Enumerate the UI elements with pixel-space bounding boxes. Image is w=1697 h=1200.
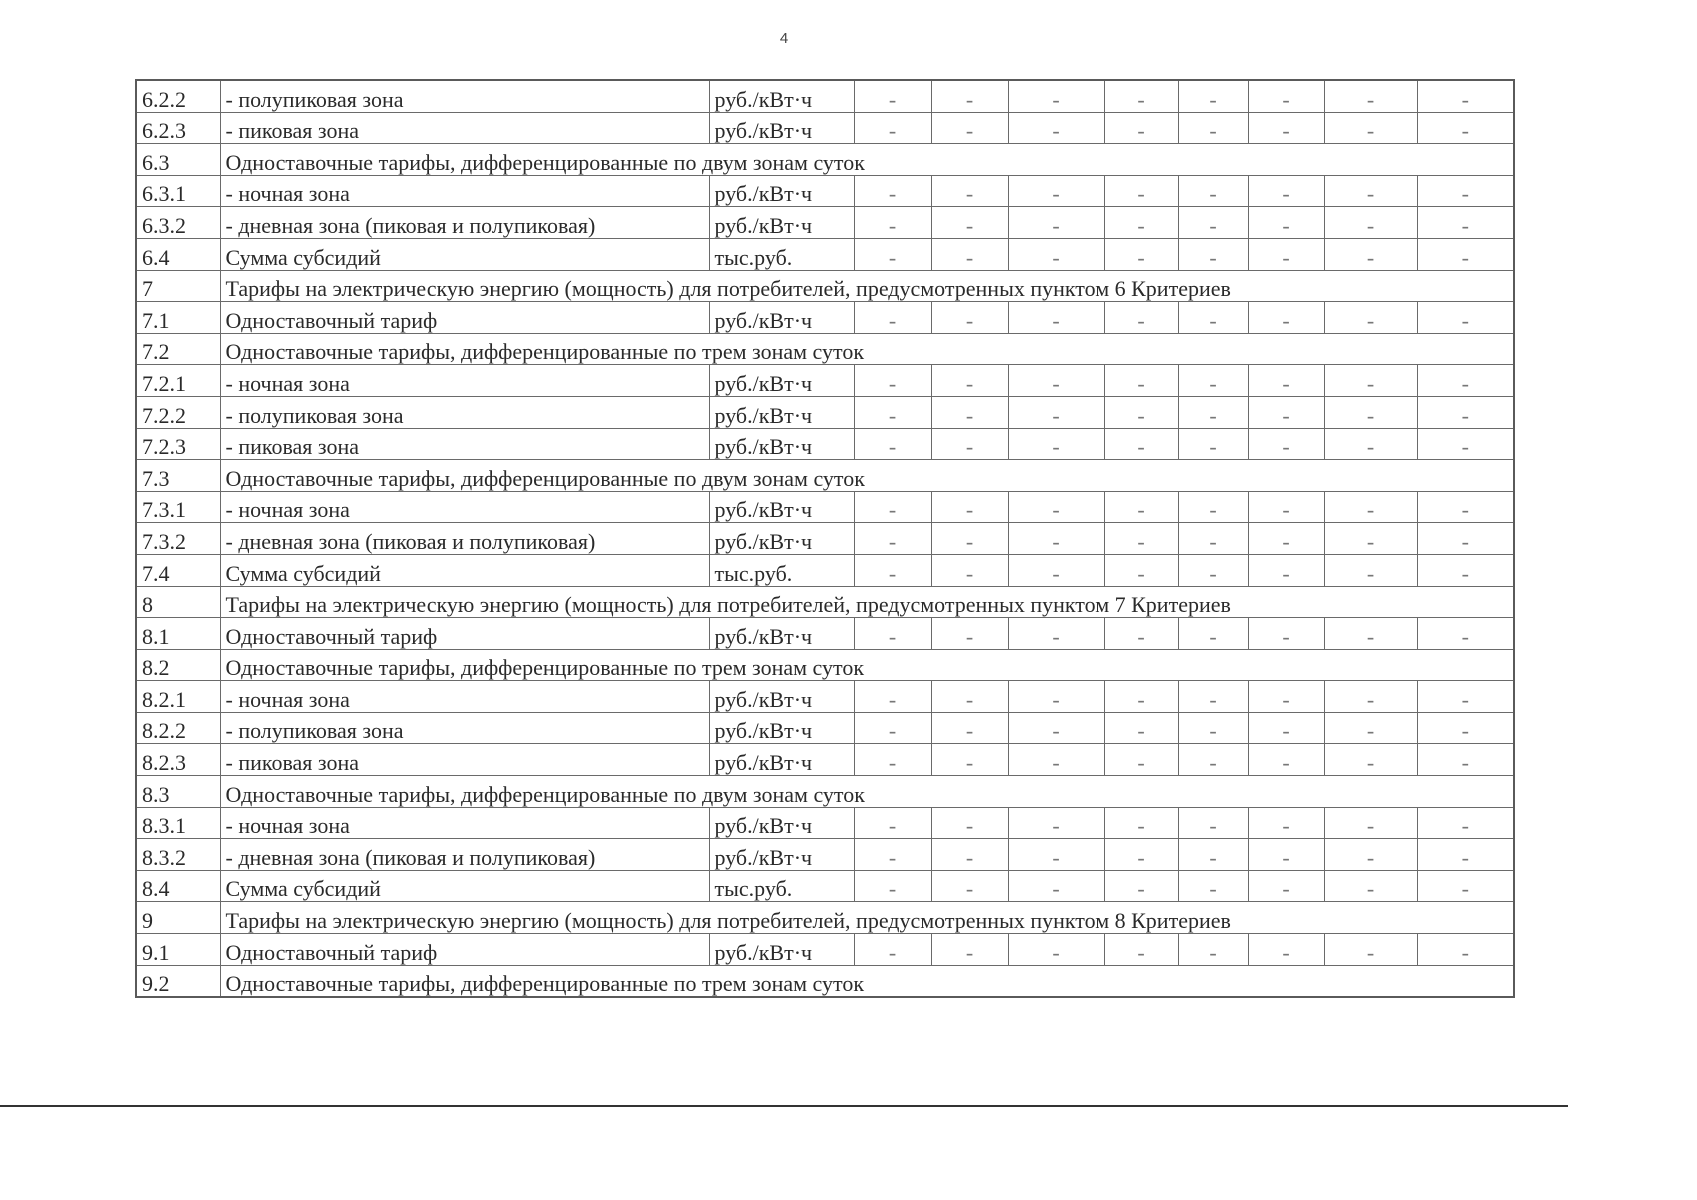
value-cell: - <box>931 175 1008 207</box>
table-row <box>136 807 1514 839</box>
section-title-cell: Одноставочные тарифы, дифференцированные по двум зонам суток <box>220 776 1514 808</box>
value-cell: - <box>1248 554 1324 586</box>
value-cell: - <box>854 554 931 586</box>
page-bottom-rule <box>0 1105 1568 1107</box>
value-cell: - <box>1324 934 1417 966</box>
value-cell: - <box>1178 807 1248 839</box>
row-number-cell: 8.2.2 <box>136 712 220 744</box>
value-cell: - <box>931 523 1008 555</box>
value-cell: - <box>931 807 1008 839</box>
value-cell: - <box>1178 428 1248 460</box>
value-cell: - <box>931 207 1008 239</box>
section-row <box>136 144 1514 176</box>
row-number-cell: 9 <box>136 902 220 934</box>
indicator-name-cell: - ночная зона <box>220 175 709 207</box>
value-cell: - <box>1104 934 1178 966</box>
unit-cell: руб./кВт·ч <box>709 712 854 744</box>
unit-cell: тыс.руб. <box>709 238 854 270</box>
unit-cell: руб./кВт·ч <box>709 807 854 839</box>
value-cell: - <box>1104 302 1178 334</box>
table-row <box>136 839 1514 871</box>
value-cell: - <box>854 365 931 397</box>
value-cell: - <box>1324 839 1417 871</box>
table-row <box>136 238 1514 270</box>
value-cell: - <box>1008 396 1104 428</box>
indicator-name-cell: - ночная зона <box>220 681 709 713</box>
unit-cell: руб./кВт·ч <box>709 523 854 555</box>
value-cell: - <box>1324 365 1417 397</box>
unit-cell: руб./кВт·ч <box>709 491 854 523</box>
value-cell: - <box>931 238 1008 270</box>
row-number-cell: 7.4 <box>136 554 220 586</box>
table-row <box>136 302 1514 334</box>
value-cell: - <box>1178 744 1248 776</box>
value-cell: - <box>1104 238 1178 270</box>
indicator-name-cell: - пиковая зона <box>220 428 709 460</box>
row-number-cell: 6.3.1 <box>136 175 220 207</box>
indicator-name-cell: Одноставочный тариф <box>220 618 709 650</box>
section-title-cell: Тарифы на электрическую энергию (мощность) для потребителей, предусмотренных пунктом 7 Критериев <box>220 586 1514 618</box>
value-cell: - <box>1324 80 1417 112</box>
value-cell: - <box>854 870 931 902</box>
value-cell: - <box>1417 175 1514 207</box>
value-cell: - <box>1248 491 1324 523</box>
value-cell: - <box>1178 80 1248 112</box>
value-cell: - <box>1178 365 1248 397</box>
value-cell: - <box>1248 396 1324 428</box>
table-row <box>136 744 1514 776</box>
unit-cell: руб./кВт·ч <box>709 681 854 713</box>
value-cell: - <box>1104 396 1178 428</box>
value-cell: - <box>854 744 931 776</box>
table-row <box>136 112 1514 144</box>
value-cell: - <box>1248 207 1324 239</box>
value-cell: - <box>1178 618 1248 650</box>
value-cell: - <box>1008 839 1104 871</box>
section-row <box>136 776 1514 808</box>
value-cell: - <box>1417 80 1514 112</box>
value-cell: - <box>1324 175 1417 207</box>
value-cell: - <box>1324 744 1417 776</box>
value-cell: - <box>931 396 1008 428</box>
value-cell: - <box>1008 491 1104 523</box>
value-cell: - <box>931 491 1008 523</box>
value-cell: - <box>1008 80 1104 112</box>
unit-cell: руб./кВт·ч <box>709 80 854 112</box>
section-title-cell: Одноставочные тарифы, дифференцированные по трем зонам суток <box>220 333 1514 365</box>
value-cell: - <box>1417 302 1514 334</box>
indicator-name-cell: Одноставочный тариф <box>220 934 709 966</box>
value-cell: - <box>1104 428 1178 460</box>
unit-cell: тыс.руб. <box>709 870 854 902</box>
value-cell: - <box>1104 681 1178 713</box>
unit-cell: руб./кВт·ч <box>709 207 854 239</box>
value-cell: - <box>1008 428 1104 460</box>
value-cell: - <box>1104 618 1178 650</box>
value-cell: - <box>854 712 931 744</box>
indicator-name-cell: - дневная зона (пиковая и полупиковая) <box>220 523 709 555</box>
value-cell: - <box>854 112 931 144</box>
value-cell: - <box>1417 112 1514 144</box>
value-cell: - <box>1324 712 1417 744</box>
value-cell: - <box>1178 302 1248 334</box>
value-cell: - <box>1104 207 1178 239</box>
row-number-cell: 8.1 <box>136 618 220 650</box>
value-cell: - <box>1104 112 1178 144</box>
section-title-cell: Одноставочные тарифы, дифференцированные по двум зонам суток <box>220 460 1514 492</box>
value-cell: - <box>1178 396 1248 428</box>
value-cell: - <box>1104 80 1178 112</box>
row-number-cell: 8.2.3 <box>136 744 220 776</box>
unit-cell: руб./кВт·ч <box>709 175 854 207</box>
value-cell: - <box>931 839 1008 871</box>
value-cell: - <box>931 618 1008 650</box>
value-cell: - <box>1248 365 1324 397</box>
value-cell: - <box>1008 365 1104 397</box>
value-cell: - <box>1324 807 1417 839</box>
indicator-name-cell: - пиковая зона <box>220 744 709 776</box>
value-cell: - <box>1248 238 1324 270</box>
value-cell: - <box>1178 712 1248 744</box>
value-cell: - <box>1248 618 1324 650</box>
value-cell: - <box>1178 207 1248 239</box>
unit-cell: руб./кВт·ч <box>709 428 854 460</box>
value-cell: - <box>1104 523 1178 555</box>
value-cell: - <box>1417 207 1514 239</box>
value-cell: - <box>1324 523 1417 555</box>
value-cell: - <box>1417 428 1514 460</box>
indicator-name-cell: - ночная зона <box>220 365 709 397</box>
table-row <box>136 681 1514 713</box>
indicator-name-cell: Сумма субсидий <box>220 554 709 586</box>
value-cell: - <box>1417 744 1514 776</box>
value-cell: - <box>854 807 931 839</box>
unit-cell: руб./кВт·ч <box>709 744 854 776</box>
value-cell: - <box>1008 112 1104 144</box>
value-cell: - <box>1324 618 1417 650</box>
value-cell: - <box>1417 712 1514 744</box>
table-row <box>136 934 1514 966</box>
section-row <box>136 586 1514 618</box>
table-row <box>136 491 1514 523</box>
unit-cell: руб./кВт·ч <box>709 112 854 144</box>
value-cell: - <box>1248 302 1324 334</box>
row-number-cell: 9.1 <box>136 934 220 966</box>
value-cell: - <box>1008 523 1104 555</box>
value-cell: - <box>931 554 1008 586</box>
value-cell: - <box>1008 744 1104 776</box>
value-cell: - <box>1178 112 1248 144</box>
table-row <box>136 207 1514 239</box>
value-cell: - <box>854 491 931 523</box>
table-row <box>136 428 1514 460</box>
value-cell: - <box>1178 870 1248 902</box>
row-number-cell: 8.3.2 <box>136 839 220 871</box>
value-cell: - <box>1178 934 1248 966</box>
indicator-name-cell: - ночная зона <box>220 807 709 839</box>
table-body <box>136 80 1514 997</box>
indicator-name-cell: - дневная зона (пиковая и полупиковая) <box>220 207 709 239</box>
value-cell: - <box>931 712 1008 744</box>
table-row <box>136 175 1514 207</box>
value-cell: - <box>1417 491 1514 523</box>
value-cell: - <box>1324 396 1417 428</box>
value-cell: - <box>1324 681 1417 713</box>
row-number-cell: 6.3 <box>136 144 220 176</box>
value-cell: - <box>1104 712 1178 744</box>
value-cell: - <box>1008 554 1104 586</box>
indicator-name-cell: - пиковая зона <box>220 112 709 144</box>
value-cell: - <box>854 618 931 650</box>
indicator-name-cell: Одноставочный тариф <box>220 302 709 334</box>
value-cell: - <box>854 80 931 112</box>
value-cell: - <box>931 744 1008 776</box>
value-cell: - <box>1417 618 1514 650</box>
indicator-name-cell: - дневная зона (пиковая и полупиковая) <box>220 839 709 871</box>
value-cell: - <box>1248 807 1324 839</box>
unit-cell: руб./кВт·ч <box>709 396 854 428</box>
indicator-name-cell: - полупиковая зона <box>220 396 709 428</box>
value-cell: - <box>1248 175 1324 207</box>
row-number-cell: 8.3 <box>136 776 220 808</box>
indicator-name-cell: - ночная зона <box>220 491 709 523</box>
value-cell: - <box>1008 870 1104 902</box>
row-number-cell: 7.1 <box>136 302 220 334</box>
value-cell: - <box>1178 175 1248 207</box>
value-cell: - <box>1008 238 1104 270</box>
value-cell: - <box>931 428 1008 460</box>
row-number-cell: 6.4 <box>136 238 220 270</box>
value-cell: - <box>854 175 931 207</box>
value-cell: - <box>1008 618 1104 650</box>
value-cell: - <box>1008 302 1104 334</box>
value-cell: - <box>854 523 931 555</box>
value-cell: - <box>1324 238 1417 270</box>
unit-cell: руб./кВт·ч <box>709 618 854 650</box>
value-cell: - <box>931 302 1008 334</box>
value-cell: - <box>1248 112 1324 144</box>
value-cell: - <box>1417 523 1514 555</box>
table-row <box>136 870 1514 902</box>
value-cell: - <box>1008 712 1104 744</box>
row-number-cell: 6.3.2 <box>136 207 220 239</box>
value-cell: - <box>854 428 931 460</box>
value-cell: - <box>1008 207 1104 239</box>
value-cell: - <box>1178 491 1248 523</box>
table-row <box>136 712 1514 744</box>
section-row <box>136 902 1514 934</box>
table-row <box>136 554 1514 586</box>
row-number-cell: 8.3.1 <box>136 807 220 839</box>
value-cell: - <box>1104 554 1178 586</box>
row-number-cell: 7.2.2 <box>136 396 220 428</box>
value-cell: - <box>1324 870 1417 902</box>
value-cell: - <box>1008 681 1104 713</box>
value-cell: - <box>1248 744 1324 776</box>
value-cell: - <box>1104 807 1178 839</box>
table-row <box>136 80 1514 112</box>
value-cell: - <box>1417 870 1514 902</box>
value-cell: - <box>854 681 931 713</box>
indicator-name-cell: - полупиковая зона <box>220 80 709 112</box>
row-number-cell: 7.3.2 <box>136 523 220 555</box>
row-number-cell: 6.2.2 <box>136 80 220 112</box>
row-number-cell: 8.2 <box>136 649 220 681</box>
value-cell: - <box>1104 365 1178 397</box>
value-cell: - <box>1248 870 1324 902</box>
section-title-cell: Одноставочные тарифы, дифференцированные по трем зонам суток <box>220 649 1514 681</box>
indicator-name-cell: Сумма субсидий <box>220 238 709 270</box>
row-number-cell: 7.2 <box>136 333 220 365</box>
value-cell: - <box>931 870 1008 902</box>
value-cell: - <box>1008 934 1104 966</box>
value-cell: - <box>1324 428 1417 460</box>
unit-cell: руб./кВт·ч <box>709 365 854 397</box>
value-cell: - <box>931 365 1008 397</box>
section-row <box>136 333 1514 365</box>
value-cell: - <box>854 396 931 428</box>
value-cell: - <box>1248 712 1324 744</box>
section-title-cell: Одноставочные тарифы, дифференцированные по двум зонам суток <box>220 144 1514 176</box>
unit-cell: руб./кВт·ч <box>709 302 854 334</box>
row-number-cell: 7.3 <box>136 460 220 492</box>
value-cell: - <box>1178 554 1248 586</box>
row-number-cell: 8 <box>136 586 220 618</box>
row-number-cell: 9.2 <box>136 965 220 997</box>
value-cell: - <box>931 934 1008 966</box>
value-cell: - <box>854 839 931 871</box>
value-cell: - <box>1248 934 1324 966</box>
value-cell: - <box>1417 934 1514 966</box>
row-number-cell: 7 <box>136 270 220 302</box>
value-cell: - <box>1104 870 1178 902</box>
tariff-table <box>135 79 1515 998</box>
value-cell: - <box>1104 744 1178 776</box>
value-cell: - <box>1178 238 1248 270</box>
table-row <box>136 365 1514 397</box>
value-cell: - <box>1324 207 1417 239</box>
page-number: 4 <box>779 30 789 47</box>
value-cell: - <box>931 112 1008 144</box>
table-row <box>136 618 1514 650</box>
value-cell: - <box>1178 839 1248 871</box>
value-cell: - <box>1324 302 1417 334</box>
section-row <box>136 460 1514 492</box>
value-cell: - <box>1248 80 1324 112</box>
section-row <box>136 965 1514 997</box>
value-cell: - <box>854 238 931 270</box>
value-cell: - <box>1104 839 1178 871</box>
row-number-cell: 7.2.1 <box>136 365 220 397</box>
section-title-cell: Тарифы на электрическую энергию (мощность) для потребителей, предусмотренных пунктом 6 Критериев <box>220 270 1514 302</box>
row-number-cell: 7.2.3 <box>136 428 220 460</box>
value-cell: - <box>1248 839 1324 871</box>
value-cell: - <box>1417 807 1514 839</box>
table-row <box>136 523 1514 555</box>
section-row <box>136 270 1514 302</box>
section-title-cell: Одноставочные тарифы, дифференцированные по трем зонам суток <box>220 965 1514 997</box>
unit-cell: руб./кВт·ч <box>709 934 854 966</box>
unit-cell: тыс.руб. <box>709 554 854 586</box>
value-cell: - <box>1008 175 1104 207</box>
value-cell: - <box>1104 175 1178 207</box>
value-cell: - <box>854 207 931 239</box>
value-cell: - <box>1008 807 1104 839</box>
section-title-cell: Тарифы на электрическую энергию (мощность) для потребителей, предусмотренных пунктом 8 Критериев <box>220 902 1514 934</box>
indicator-name-cell: Сумма субсидий <box>220 870 709 902</box>
value-cell: - <box>1178 523 1248 555</box>
value-cell: - <box>854 302 931 334</box>
value-cell: - <box>1417 554 1514 586</box>
indicator-name-cell: - полупиковая зона <box>220 712 709 744</box>
value-cell: - <box>1324 112 1417 144</box>
value-cell: - <box>1248 523 1324 555</box>
value-cell: - <box>1417 238 1514 270</box>
value-cell: - <box>1324 491 1417 523</box>
row-number-cell: 8.2.1 <box>136 681 220 713</box>
value-cell: - <box>1417 839 1514 871</box>
table-row <box>136 396 1514 428</box>
value-cell: - <box>1248 428 1324 460</box>
row-number-cell: 6.2.3 <box>136 112 220 144</box>
value-cell: - <box>1324 554 1417 586</box>
unit-cell: руб./кВт·ч <box>709 839 854 871</box>
value-cell: - <box>931 681 1008 713</box>
row-number-cell: 7.3.1 <box>136 491 220 523</box>
section-row <box>136 649 1514 681</box>
value-cell: - <box>931 80 1008 112</box>
value-cell: - <box>1417 396 1514 428</box>
value-cell: - <box>1417 365 1514 397</box>
value-cell: - <box>1417 681 1514 713</box>
value-cell: - <box>1178 681 1248 713</box>
row-number-cell: 8.4 <box>136 870 220 902</box>
value-cell: - <box>1104 491 1178 523</box>
value-cell: - <box>854 934 931 966</box>
value-cell: - <box>1248 681 1324 713</box>
